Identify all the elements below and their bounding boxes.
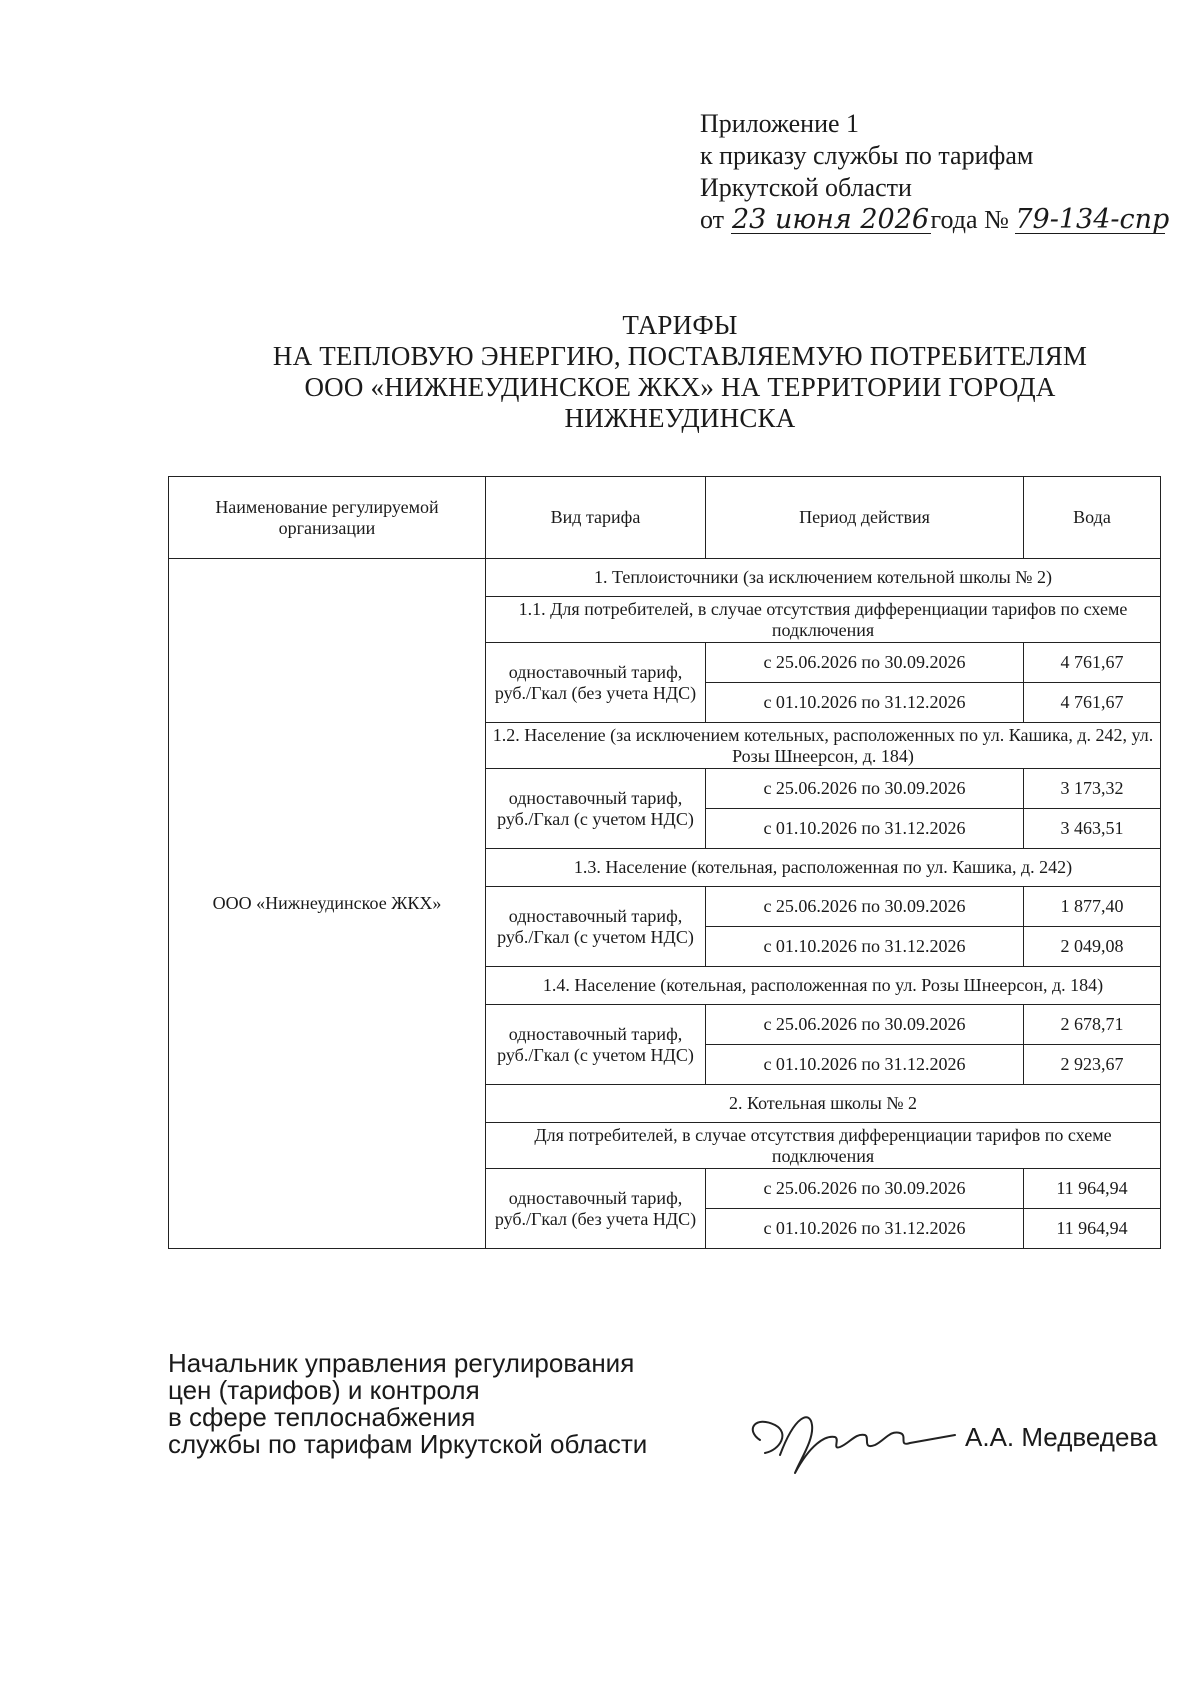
annex-order-line: к приказу службы по тарифам: [700, 141, 1034, 170]
section-subheading: 1.2. Население (за исключением котельных, расположенных по ул. Кашика, д. 242, ул. Розы Шнеерсон, д. 184): [486, 723, 1161, 769]
handwritten-date: 23 июня 2026: [732, 204, 930, 235]
period-cell: с 01.10.2026 по 31.12.2026: [706, 927, 1024, 967]
section-subheading: 1.3. Население (котельная, расположенная по ул. Кашика, д. 242): [486, 849, 1161, 887]
header-org: Наименование регулируемой организации: [169, 477, 486, 559]
annex-region: Иркутской области: [700, 173, 912, 202]
period-cell: с 01.10.2026 по 31.12.2026: [706, 1209, 1024, 1249]
period-cell: с 25.06.2026 по 30.09.2026: [706, 1169, 1024, 1209]
value-cell: 2 678,71: [1024, 1005, 1161, 1045]
tariff-type-cell: одноставочный тариф, руб./Гкал (с учетом НДС): [486, 1005, 706, 1085]
position-line: службы по тарифам Иркутской области: [168, 1429, 648, 1459]
section-subheading: Для потребителей, в случае отсутствия дифференциации тарифов по схеме подключения: [486, 1123, 1161, 1169]
period-cell: с 25.06.2026 по 30.09.2026: [706, 887, 1024, 927]
date-suffix: года №: [930, 205, 1016, 234]
value-cell: 3 463,51: [1024, 809, 1161, 849]
period-cell: с 25.06.2026 по 30.09.2026: [706, 643, 1024, 683]
position-line: Начальник управления регулирования: [168, 1348, 635, 1378]
date-prefix: от: [700, 205, 731, 234]
period-cell: с 25.06.2026 по 30.09.2026: [706, 1005, 1024, 1045]
value-cell: 11 964,94: [1024, 1209, 1161, 1249]
signer-name: А.А. Медведева: [965, 1422, 1158, 1452]
value-cell: 1 877,40: [1024, 887, 1161, 927]
title-line: НИЖНЕУДИНСКА: [564, 403, 796, 433]
period-cell: с 25.06.2026 по 30.09.2026: [706, 769, 1024, 809]
period-cell: с 01.10.2026 по 31.12.2026: [706, 683, 1024, 723]
signatory-position: [168, 1350, 647, 1458]
table-header-row: [169, 477, 1161, 559]
header-tariff-type: Вид тарифа: [486, 477, 706, 559]
position-line: в сфере теплоснабжения: [168, 1402, 476, 1432]
header-period: Период действия: [706, 477, 1024, 559]
value-cell: 2 049,08: [1024, 927, 1161, 967]
tariff-table: [168, 476, 1161, 1249]
section-heading: 2. Котельная школы № 2: [486, 1085, 1161, 1123]
document-title: [160, 310, 1200, 434]
position-line: цен (тарифов) и контроля: [168, 1375, 480, 1405]
period-cell: с 01.10.2026 по 31.12.2026: [706, 809, 1024, 849]
value-cell: 4 761,67: [1024, 683, 1161, 723]
section-subheading: 1.4. Население (котельная, расположенная по ул. Розы Шнеерсон, д. 184): [486, 967, 1161, 1005]
title-line: НА ТЕПЛОВУЮ ЭНЕРГИЮ, ПОСТАВЛЯЕМУЮ ПОТРЕБИТЕЛЯМ: [272, 341, 1088, 371]
section-heading: 1. Теплоисточники (за исключением котельной школы № 2): [486, 559, 1161, 597]
section-subheading: 1.1. Для потребителей, в случае отсутствия дифференциации тарифов по схеме подключения: [486, 597, 1161, 643]
header-water: Вода: [1024, 477, 1161, 559]
tariff-type-cell: одноставочный тариф, руб./Гкал (без учета НДС): [486, 1169, 706, 1249]
annex-date-line: [700, 204, 1170, 236]
org-name-cell: ООО «Нижнеудинское ЖКХ»: [169, 559, 486, 1249]
title-line: ООО «НИЖНЕУДИНСКОЕ ЖКХ» НА ТЕРРИТОРИИ ГОРОДА: [304, 372, 1056, 402]
handwritten-order-number: 79-134-спр: [1015, 204, 1170, 235]
tariff-type-cell: одноставочный тариф, руб./Гкал (без учета НДС): [486, 643, 706, 723]
value-cell: 2 923,67: [1024, 1045, 1161, 1085]
annex-header: [700, 108, 1170, 236]
value-cell: 4 761,67: [1024, 643, 1161, 683]
value-cell: 11 964,94: [1024, 1169, 1161, 1209]
tariff-type-cell: одноставочный тариф, руб./Гкал (с учетом НДС): [486, 769, 706, 849]
handwritten-signature: [740, 1395, 960, 1485]
title-line: ТАРИФЫ: [622, 310, 738, 340]
tariff-type-cell: одноставочный тариф, руб./Гкал (с учетом НДС): [486, 887, 706, 967]
period-cell: с 01.10.2026 по 31.12.2026: [706, 1045, 1024, 1085]
annex-title: Приложение 1: [700, 109, 860, 138]
value-cell: 3 173,32: [1024, 769, 1161, 809]
